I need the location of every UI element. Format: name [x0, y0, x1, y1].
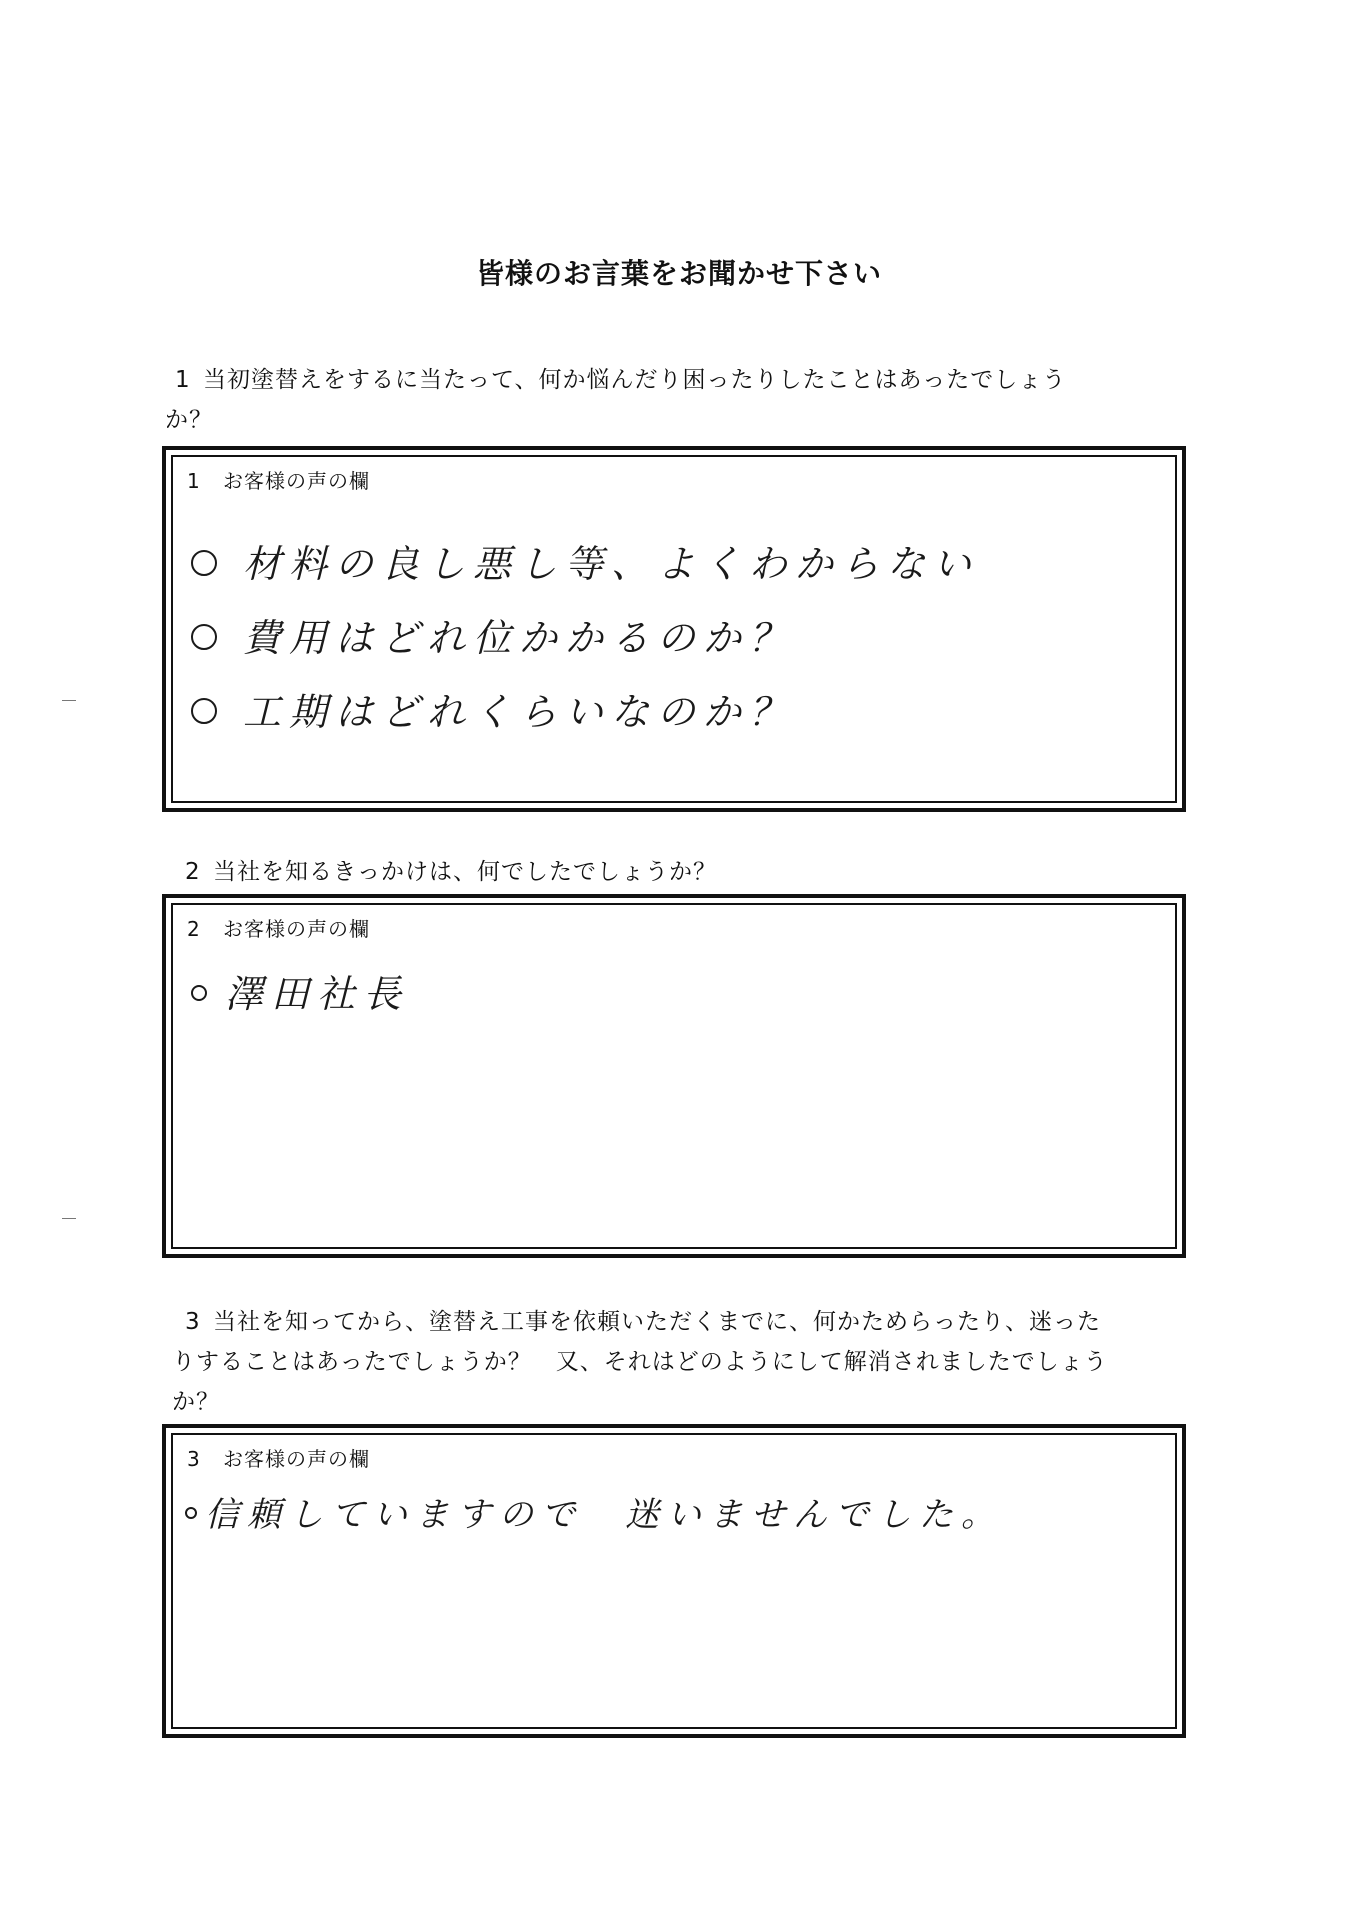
scan-mark: [62, 1218, 76, 1219]
answer-1-line-1: [191, 533, 979, 588]
answer-2-line-1: [191, 963, 409, 1018]
question-1-text-line1: 当初塗替えをするに当たって、何か悩んだり困ったりしたことはあったでしょう: [203, 367, 1067, 393]
answer-box-2-label: [187, 913, 370, 942]
question-3-text-line2: りすることはあったでしょうか？ 又、それはどのようにして解消されましたでしょう: [172, 1349, 1108, 1375]
question-3: [172, 1302, 1175, 1422]
question-1-text-line2: か？: [165, 407, 213, 433]
question-1: [165, 360, 1175, 440]
answer-box-2-inner: [171, 903, 1177, 1249]
circle-mark-icon: [191, 624, 217, 650]
scan-mark: [62, 700, 76, 701]
question-2-line1: [173, 852, 1175, 892]
answer-box-2-number: 2: [187, 917, 201, 941]
answer-box-1: [162, 446, 1186, 812]
question-2-text-line1: 当社を知るきっかけは、何でしたでしょうか？: [213, 859, 717, 885]
answer-box-2-label-text: お客様の声の欄: [223, 917, 370, 941]
question-2: [175, 852, 1175, 892]
answer-2-line-1-text: 澤田社長: [225, 972, 410, 1016]
question-3-text-line3: か？: [172, 1389, 220, 1415]
question-3-text-line1: 当社を知ってから、塗替え工事を依頼いただくまでに、何かためらったり、迷った: [213, 1309, 1101, 1335]
answer-1-line-1-text: 材料の良し悪し等、よくわからない: [243, 542, 980, 586]
answer-1-line-3: [191, 681, 795, 736]
answer-box-3-label: [187, 1443, 370, 1472]
question-1-line1: [163, 360, 1175, 400]
answer-3-line-1: [185, 1487, 1003, 1536]
answer-1-line-2-text: 費用はどれ位かかるのか？: [243, 616, 796, 660]
answer-box-1-label-text: お客様の声の欄: [223, 469, 370, 493]
question-1-number: 1: [175, 367, 191, 393]
answer-box-3-label-text: お客様の声の欄: [223, 1447, 370, 1471]
circle-mark-icon: [191, 698, 217, 724]
answer-box-3-inner: [171, 1433, 1177, 1729]
answer-1-line-3-text: 工期はどれくらいなのか？: [243, 690, 796, 734]
question-3-number: 3: [185, 1309, 201, 1335]
answer-box-2: [162, 894, 1186, 1258]
question-2-number: 2: [185, 859, 201, 885]
answer-3-line-1-text: 信頼していますので 迷いませんでした。: [205, 1495, 1003, 1535]
circle-mark-icon: [191, 985, 207, 1001]
page-title: 皆様のお言葉をお聞かせ下さい: [475, 257, 882, 290]
circle-mark-icon: [191, 550, 217, 576]
answer-1-line-2: [191, 607, 795, 662]
circle-mark-icon: [185, 1507, 197, 1519]
answer-box-1-inner: [171, 455, 1177, 803]
answer-box-3: [162, 1424, 1186, 1738]
answer-box-3-number: 3: [187, 1447, 201, 1471]
answer-box-1-label: [187, 465, 370, 494]
answer-box-1-number: 1: [187, 469, 201, 493]
question-3-line1: [173, 1302, 1175, 1342]
